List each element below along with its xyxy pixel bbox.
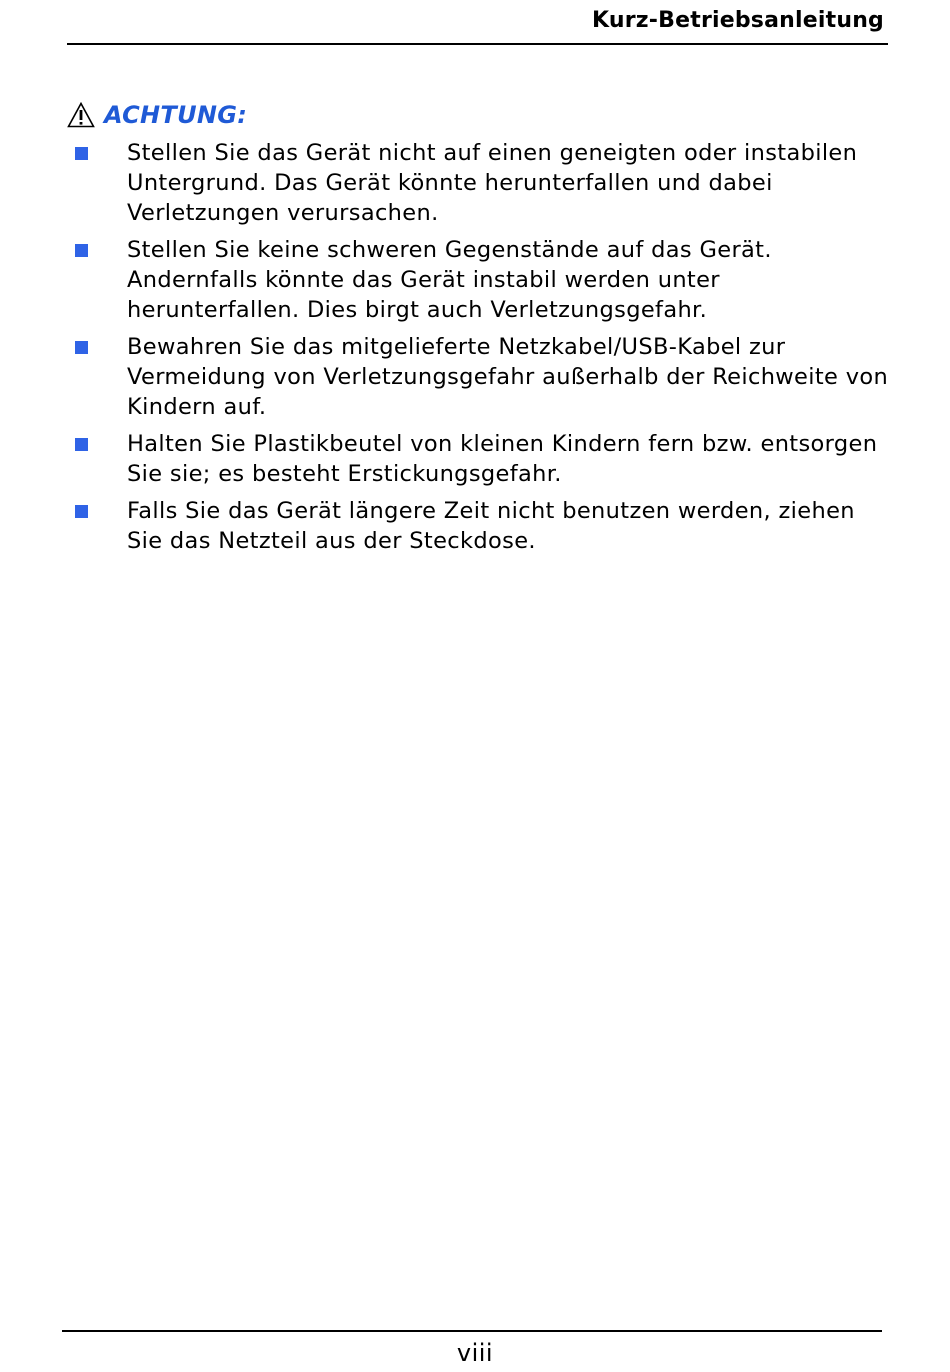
warning-triangle-icon — [67, 102, 95, 128]
warning-list-item — [0, 235, 950, 325]
warning-list-item — [0, 496, 950, 556]
warning-list-item — [0, 332, 950, 422]
warning-text: Falls Sie das Gerät längere Zeit nicht benutzen werden, ziehen Sie das Netzteil aus der Steckdose. — [127, 498, 855, 554]
square-bullet-icon — [75, 341, 88, 354]
square-bullet-icon — [75, 505, 88, 518]
warning-heading — [67, 100, 247, 130]
warning-text: Stellen Sie das Gerät nicht auf einen geneigten oder instabilen Untergrund. Das Gerät könnte herunterfallen und dabei Verletzungen verursachen. — [127, 140, 858, 226]
square-bullet-icon — [75, 244, 88, 257]
warning-label: ACHTUNG: — [104, 101, 248, 129]
square-bullet-icon — [75, 438, 88, 451]
page-number: viii — [456, 1339, 494, 1367]
warning-text: Stellen Sie keine schweren Gegenstände auf das Gerät. Andernfalls könnte das Gerät instabil werden unter herunterfallen. Dies birgt auch Verletzungsgefahr. — [127, 237, 772, 323]
warning-list-item — [0, 429, 950, 489]
footer-divider — [62, 1330, 882, 1332]
header-divider — [67, 43, 888, 45]
warning-text: Halten Sie Plastikbeutel von kleinen Kindern fern bzw. entsorgen Sie sie; es besteht Erstickungsgefahr. — [127, 431, 878, 487]
page-header-title: Kurz-Betriebsanleitung — [592, 8, 884, 33]
square-bullet-icon — [75, 147, 88, 160]
warning-text: Bewahren Sie das mitgelieferte Netzkabel/USB-Kabel zur Vermeidung von Verletzungsgefahr außerhalb der Reichweite von Kindern auf. — [127, 334, 889, 420]
warning-list-item — [0, 138, 950, 228]
warning-list — [0, 138, 950, 563]
